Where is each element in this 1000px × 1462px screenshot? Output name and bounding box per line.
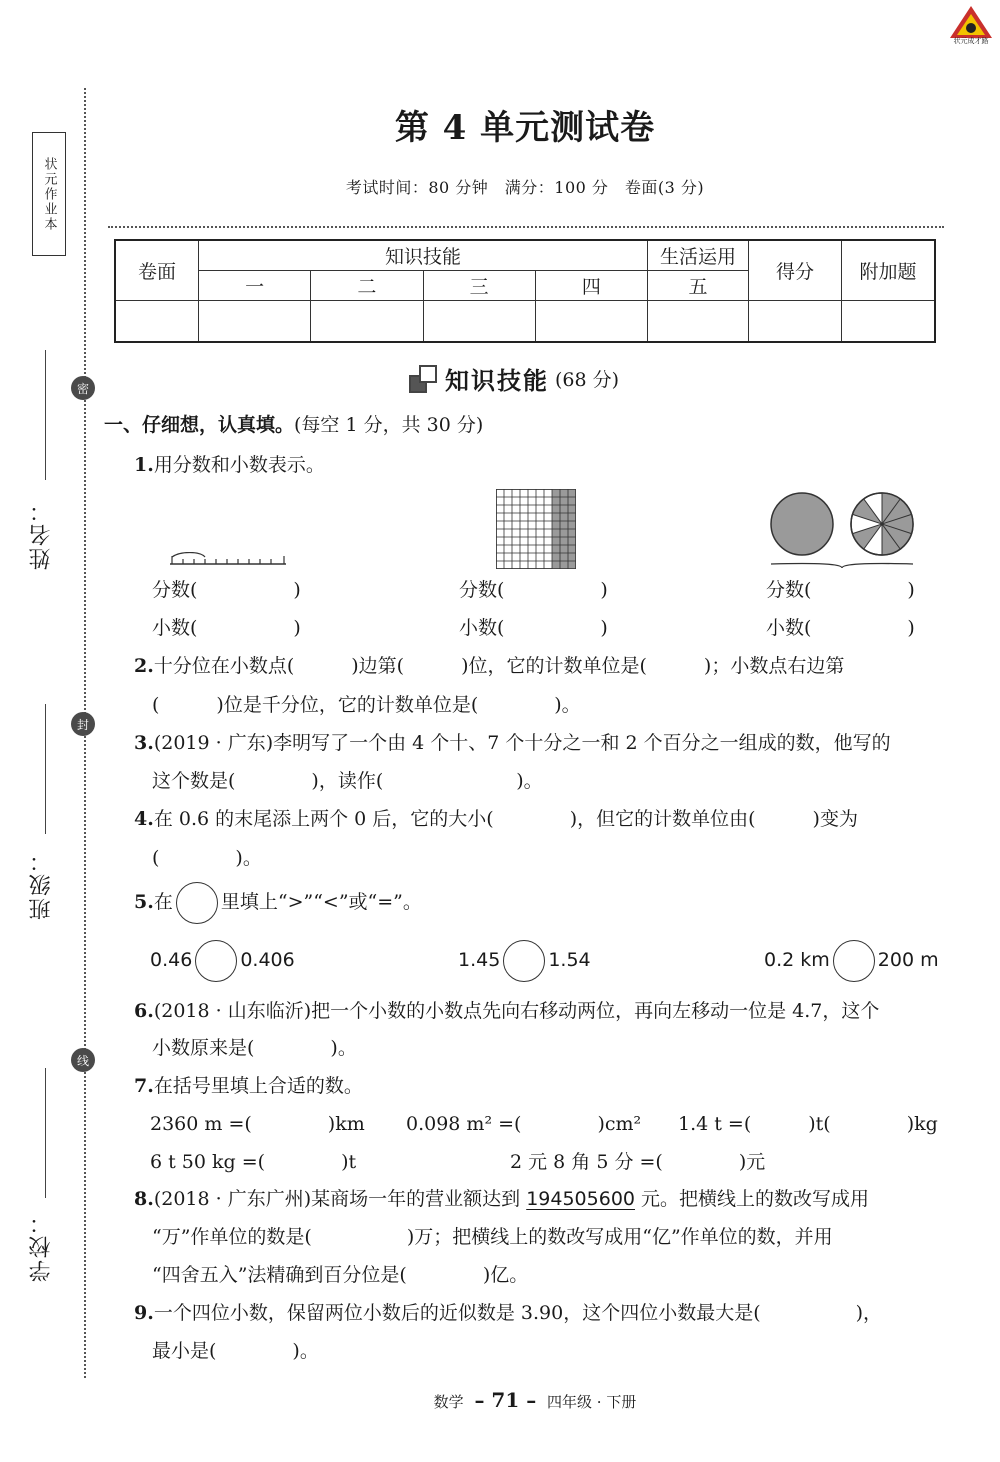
score-cell-5[interactable] <box>648 300 749 342</box>
q1-prompt <box>134 450 325 477</box>
header-part-3: 三 <box>423 270 535 300</box>
q1-ruler-figure <box>170 552 288 568</box>
header-divider <box>108 226 944 228</box>
seal-mi-badge: 密 <box>71 376 95 400</box>
score-cell-2[interactable] <box>311 300 423 342</box>
q5-compare-3: 0.2 km 200 m <box>764 938 939 982</box>
q2-line-2: ( )位是千分位，它的计数单位是( )。 <box>152 694 581 716</box>
q4-line-1: 4.在 0.6 的末尾添上两个 0 后，它的大小( )，但它的计数单位由( )变为 <box>134 808 858 830</box>
header-juanmian: 卷面 <box>115 240 199 300</box>
header-shenghuo-yunyong: 生活运用 <box>648 240 749 270</box>
section-squares-icon <box>409 365 437 391</box>
q8-amount: 194505600 <box>526 1188 635 1210</box>
q1-decimal-blank-2[interactable]: 小数( ) <box>459 617 608 639</box>
q2-line-1: 2.十分位在小数点( )边第( )位，它的计数单位是( )；小数点右边第 <box>134 655 845 677</box>
header-part-2: 二 <box>311 270 423 300</box>
header-part-1: 一 <box>199 270 311 300</box>
q4-line-2: ( )。 <box>152 847 262 869</box>
q1-fraction-blank-1[interactable]: 分数( ) <box>152 579 301 601</box>
class-write-line[interactable] <box>45 704 46 834</box>
class-label: 班级： <box>29 848 54 920</box>
q5-prompt: 5.在 里填上“>”“<”或“=”。 <box>134 880 422 924</box>
header-fujiati: 附加题 <box>842 240 936 300</box>
side-brand-label: 状元作业本 <box>41 156 57 232</box>
score-cell-4[interactable] <box>535 300 647 342</box>
q9-line-2: 最小是( )。 <box>152 1340 319 1362</box>
q1-fraction-blank-2[interactable]: 分数( ) <box>459 579 608 601</box>
q3-line-1: 3.(2019 · 广东)李明写了一个由 4 个十、7 个十分之一和 2 个百分之一组成的数，他写的 <box>134 732 891 754</box>
q5-compare-1: 0.46 0.406 <box>150 938 295 982</box>
q5-circle-example <box>176 882 218 924</box>
q8-line-2: “万”作单位的数是( )万；把横线上的数改写成用“亿”作单位的数，并用 <box>152 1226 833 1248</box>
score-cell-defen[interactable] <box>749 300 842 342</box>
q5-compare-circle-1[interactable] <box>195 940 237 982</box>
q6-line-1: 6.(2018 · 山东临沂)把一个小数的小数点先向右移动两位，再向左移动一位是 4.7，这个 <box>134 1000 880 1022</box>
header-zhishi-jineng: 知识技能 <box>199 240 648 270</box>
section-title: 知识技能 <box>445 366 549 395</box>
page-title: 第 4 单元测试卷 <box>394 108 656 148</box>
q1-fraction-blank-3[interactable]: 分数( ) <box>766 579 915 601</box>
q1-decimal-blank-1[interactable]: 小数( ) <box>152 617 301 639</box>
q1-text: 用分数和小数表示。 <box>153 454 325 476</box>
q6-line-2: 小数原来是( )。 <box>152 1037 357 1059</box>
q5-compare-circle-2[interactable] <box>503 940 545 982</box>
header-part-4: 四 <box>535 270 647 300</box>
q7-prompt: 7.在括号里填上合适的数。 <box>134 1075 363 1097</box>
footer-page-number: – 71 – <box>474 1388 537 1412</box>
school-label: 学校： <box>29 1210 54 1282</box>
q9-line-1: 9.一个四位小数，保留两位小数后的近似数是 3.90，这个四位小数最大是( )， <box>134 1302 883 1324</box>
part1-title: 一、仔细想，认真填。 <box>104 414 295 436</box>
exam-info: 考试时间：80 分钟 满分：100 分 卷面(3 分) <box>345 178 705 197</box>
seal-xian-badge: 线 <box>71 1048 95 1072</box>
q3-line-2: 这个数是( )，读作( )。 <box>152 770 543 792</box>
section-header <box>409 362 619 394</box>
score-cell-fujia[interactable] <box>842 300 936 342</box>
q8-line-1: 8.(2018 · 广东广州)某商场一年的营业额达到 194505600 元。把横线上的数改写成用 <box>134 1188 870 1210</box>
score-cell-3[interactable] <box>423 300 535 342</box>
q7-item-a[interactable]: 2360 m =( )km <box>150 1113 365 1135</box>
q1-circles-figure <box>768 492 918 572</box>
footer-grade: 四年级 · 下册 <box>547 1393 637 1411</box>
q7-item-d[interactable]: 6 t 50 kg =( )t <box>150 1151 357 1173</box>
school-write-line[interactable] <box>45 1068 46 1198</box>
part1-note: (每空 1 分，共 30 分) <box>294 414 484 436</box>
q5-compare-2: 1.45 1.54 <box>458 938 591 982</box>
section-score: (68 分) <box>555 368 620 391</box>
name-label: 姓名： <box>29 498 54 570</box>
q1-decimal-blank-3[interactable]: 小数( ) <box>766 617 915 639</box>
score-cell-1[interactable] <box>199 300 311 342</box>
header-part-5: 五 <box>648 270 749 300</box>
q1-number: 1. <box>134 454 154 476</box>
part1-heading <box>104 410 483 437</box>
seal-feng-badge: 封 <box>71 712 95 736</box>
q7-item-e[interactable]: 2 元 8 角 5 分 =( )元 <box>510 1151 766 1173</box>
q1-hundred-grid-figure <box>496 489 576 569</box>
header-defen: 得分 <box>749 240 842 300</box>
page-footer <box>0 1388 1000 1412</box>
q7-item-b[interactable]: 0.098 m² =( )cm² <box>406 1113 642 1135</box>
footer-subject: 数学 <box>433 1393 464 1411</box>
score-cell-juanmian[interactable] <box>115 300 199 342</box>
q7-item-c[interactable]: 1.4 t =( )t( )kg <box>678 1113 938 1135</box>
q8-line-3: “四舍五入”法精确到百分位是( )亿。 <box>152 1264 529 1286</box>
name-write-line[interactable] <box>45 350 46 480</box>
score-table <box>114 239 936 343</box>
q5-compare-circle-3[interactable] <box>833 940 875 982</box>
brand-logo-text: 状元成才路 <box>953 37 989 45</box>
